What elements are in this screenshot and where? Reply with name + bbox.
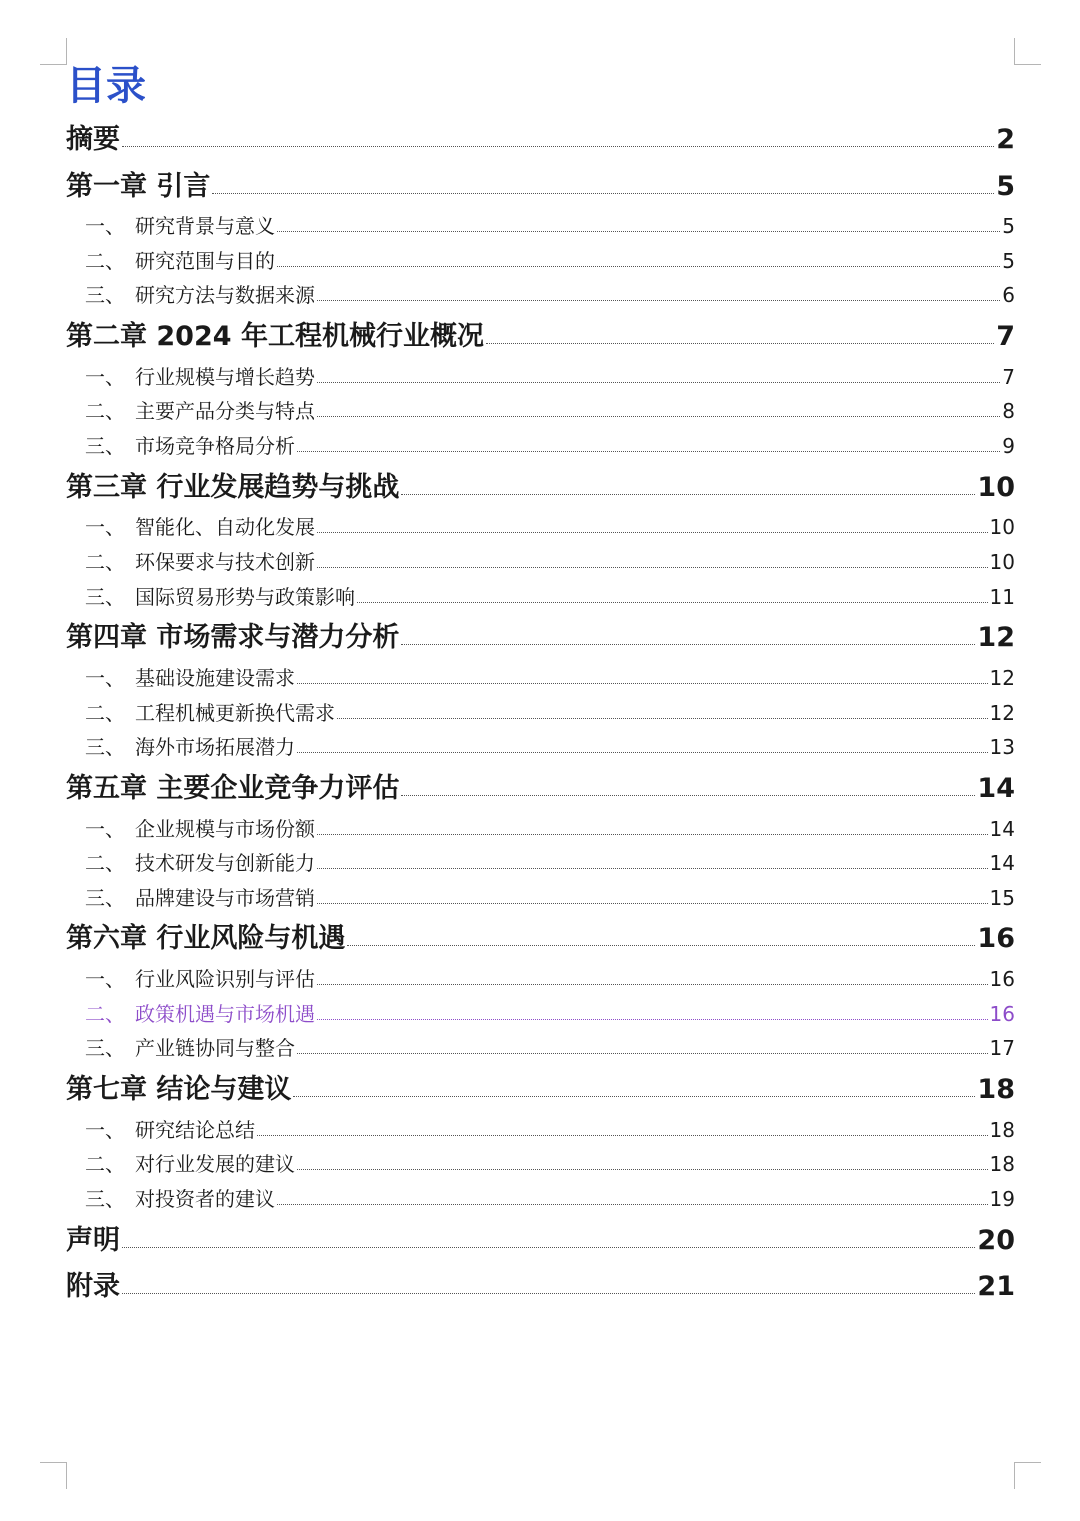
dot-leader [297, 450, 1000, 452]
dot-leader [122, 145, 994, 147]
dot-leader [317, 983, 988, 985]
toc-entry-title: 第三章 行业发展趋势与挑战 [66, 471, 400, 503]
toc-entry-index: 三、 [85, 1186, 125, 1211]
toc-entry-title: 智能化、自动化发展 [135, 515, 315, 540]
dot-leader [317, 566, 988, 568]
dot-leader [122, 1292, 975, 1294]
toc-section-entry[interactable] [66, 843, 1015, 878]
toc-entry-page-number: 18 [989, 1152, 1015, 1177]
toc-entry-page-number: 13 [989, 735, 1015, 760]
toc-entry-page-number: 18 [977, 1074, 1015, 1106]
dot-leader [297, 751, 988, 753]
toc-section-entry[interactable] [66, 240, 1015, 275]
toc-entry-index: 三、 [85, 1036, 125, 1061]
toc-entry-page-number: 5 [996, 170, 1015, 202]
toc-entry-title: 主要产品分类与特点 [135, 399, 315, 424]
toc-entry-title: 声明 [66, 1224, 120, 1256]
toc-entry-page-number: 9 [1002, 433, 1015, 458]
toc-entry-title: 研究背景与意义 [135, 214, 275, 239]
toc-entry-page-number: 14 [989, 851, 1015, 876]
toc-chapter-entry[interactable] [66, 1260, 1015, 1307]
toc-entry-page-number: 19 [989, 1186, 1015, 1211]
toc-entry-page-number: 11 [989, 584, 1015, 609]
toc-entry-title: 政策机遇与市场机遇 [135, 1001, 315, 1026]
dot-leader [297, 1052, 988, 1054]
toc-entry-title: 对投资者的建议 [135, 1186, 275, 1211]
toc-entry-page-number: 8 [1002, 399, 1015, 424]
toc-entry-page-number: 16 [989, 967, 1015, 992]
crop-mark-top-right [1014, 38, 1041, 65]
toc-entry-title: 技术研发与创新能力 [135, 851, 315, 876]
toc-entry-page-number: 7 [1002, 364, 1015, 389]
toc-entry-page-number: 14 [989, 816, 1015, 841]
toc-entry-index: 一、 [85, 364, 125, 389]
toc-entry-index: 三、 [85, 433, 125, 458]
toc-entry-page-number: 12 [989, 700, 1015, 725]
toc-section-entry[interactable] [66, 1028, 1015, 1063]
toc-entry-page-number: 5 [1002, 248, 1015, 273]
toc-entry-title: 海外市场拓展潜力 [135, 735, 295, 760]
toc-entry-page-number: 6 [1002, 283, 1015, 308]
toc-entry-index: 一、 [85, 816, 125, 841]
toc-entry-title: 研究结论总结 [135, 1117, 255, 1142]
toc-entry-title: 第六章 行业风险与机遇 [66, 923, 346, 955]
dot-leader [357, 601, 988, 603]
toc-entry-page-number: 21 [977, 1271, 1015, 1303]
toc-entry-page-number: 10 [989, 549, 1015, 574]
toc-entry-title: 第二章 2024 年工程机械行业概况 [66, 321, 484, 353]
dot-leader [122, 1246, 975, 1248]
toc-chapter-entry[interactable] [66, 1213, 1015, 1260]
table-of-contents [66, 112, 1015, 1306]
toc-chapter-entry[interactable] [66, 1062, 1015, 1109]
toc-section-entry[interactable] [66, 541, 1015, 576]
toc-entry-page-number: 20 [977, 1224, 1015, 1256]
toc-entry-index: 三、 [85, 885, 125, 910]
dot-leader [317, 531, 988, 533]
toc-section-entry[interactable] [66, 1178, 1015, 1213]
dot-leader [337, 717, 988, 719]
toc-entry-index: 二、 [85, 399, 125, 424]
toc-section-entry[interactable] [66, 275, 1015, 310]
dot-leader [317, 299, 1000, 301]
dot-leader [401, 493, 975, 495]
toc-entry-index: 三、 [85, 584, 125, 609]
toc-entry-title: 产业链协同与整合 [135, 1036, 295, 1061]
toc-entry-title: 第五章 主要企业竞争力评估 [66, 772, 400, 804]
crop-mark-top-left [40, 38, 67, 65]
dot-leader [401, 643, 975, 645]
crop-mark-bottom-right [1014, 1462, 1041, 1489]
toc-entry-index: 一、 [85, 967, 125, 992]
toc-entry-page-number: 12 [989, 665, 1015, 690]
toc-entry-page-number: 12 [977, 622, 1015, 654]
toc-entry-index: 二、 [85, 1001, 125, 1026]
toc-entry-title: 第一章 引言 [66, 170, 211, 202]
toc-entry-title: 环保要求与技术创新 [135, 549, 315, 574]
toc-entry-title: 品牌建设与市场营销 [135, 885, 315, 910]
toc-entry-index: 二、 [85, 851, 125, 876]
toc-section-entry[interactable] [66, 657, 1015, 692]
dot-leader [257, 1134, 988, 1136]
toc-entry-title: 行业风险识别与评估 [135, 967, 315, 992]
toc-entry-index: 三、 [85, 283, 125, 308]
toc-entry-page-number: 17 [989, 1036, 1015, 1061]
toc-entry-title: 行业规模与增长趋势 [135, 364, 315, 389]
dot-leader [293, 1095, 975, 1097]
toc-entry-page-number: 10 [977, 471, 1015, 503]
toc-entry-title: 基础设施建设需求 [135, 665, 295, 690]
toc-section-entry[interactable] [66, 1109, 1015, 1144]
toc-entry-index: 二、 [85, 248, 125, 273]
crop-mark-bottom-left [40, 1462, 67, 1489]
dot-leader [486, 342, 994, 344]
toc-section-entry[interactable] [66, 727, 1015, 762]
dot-leader [317, 867, 988, 869]
toc-entry-index: 一、 [85, 1117, 125, 1142]
toc-entry-page-number: 15 [989, 885, 1015, 910]
toc-entry-title: 市场竞争格局分析 [135, 433, 295, 458]
toc-chapter-entry[interactable] [66, 611, 1015, 658]
dot-leader [277, 1203, 988, 1205]
toc-entry-title: 第七章 结论与建议 [66, 1074, 292, 1106]
dot-leader [317, 1018, 988, 1020]
toc-section-entry[interactable] [66, 356, 1015, 391]
toc-section-entry[interactable] [66, 206, 1015, 241]
dot-leader [212, 192, 994, 194]
dot-leader [277, 230, 1000, 232]
toc-chapter-entry[interactable] [66, 761, 1015, 808]
toc-section-entry[interactable] [66, 993, 1015, 1028]
toc-section-entry[interactable] [66, 507, 1015, 542]
dot-leader [317, 381, 1000, 383]
toc-entry-page-number: 7 [996, 321, 1015, 353]
dot-leader [317, 833, 988, 835]
toc-section-entry[interactable] [66, 391, 1015, 426]
toc-entry-page-number: 5 [1002, 214, 1015, 239]
toc-entry-index: 二、 [85, 1152, 125, 1177]
dot-leader [317, 902, 988, 904]
toc-entry-title: 第四章 市场需求与潜力分析 [66, 622, 400, 654]
toc-entry-page-number: 16 [977, 923, 1015, 955]
toc-entry-page-number: 18 [989, 1117, 1015, 1142]
toc-entry-page-number: 14 [977, 772, 1015, 804]
toc-entry-title: 国际贸易形势与政策影响 [135, 584, 355, 609]
toc-section-entry[interactable] [66, 425, 1015, 460]
dot-leader [347, 944, 975, 946]
toc-entry-title: 研究范围与目的 [135, 248, 275, 273]
toc-entry-index: 一、 [85, 515, 125, 540]
toc-chapter-entry[interactable] [66, 159, 1015, 206]
toc-entry-title: 工程机械更新换代需求 [135, 700, 335, 725]
toc-entry-page-number: 10 [989, 515, 1015, 540]
toc-entry-index: 一、 [85, 214, 125, 239]
toc-section-entry[interactable] [66, 692, 1015, 727]
dot-leader [297, 682, 988, 684]
toc-chapter-entry[interactable] [66, 912, 1015, 959]
toc-entry-title: 附录 [66, 1271, 120, 1303]
toc-entry-title: 摘要 [66, 123, 120, 155]
toc-section-entry[interactable] [66, 576, 1015, 611]
toc-chapter-entry[interactable] [66, 460, 1015, 507]
toc-entry-title: 企业规模与市场份额 [135, 816, 315, 841]
toc-section-entry[interactable] [66, 877, 1015, 912]
toc-entry-title: 对行业发展的建议 [135, 1152, 295, 1177]
toc-entry-index: 一、 [85, 665, 125, 690]
dot-leader [317, 415, 1000, 417]
toc-entry-title: 研究方法与数据来源 [135, 283, 315, 308]
dot-leader [401, 794, 975, 796]
toc-section-entry[interactable] [66, 1144, 1015, 1179]
toc-title: 目录 [66, 63, 146, 109]
toc-entry-index: 二、 [85, 549, 125, 574]
toc-entry-index: 三、 [85, 735, 125, 760]
toc-entry-page-number: 2 [996, 123, 1015, 155]
toc-section-entry[interactable] [66, 808, 1015, 843]
dot-leader [297, 1168, 988, 1170]
toc-chapter-entry[interactable] [66, 112, 1015, 159]
toc-entry-page-number: 16 [989, 1001, 1015, 1026]
dot-leader [277, 265, 1000, 267]
toc-entry-index: 二、 [85, 700, 125, 725]
toc-section-entry[interactable] [66, 958, 1015, 993]
toc-chapter-entry[interactable] [66, 309, 1015, 356]
